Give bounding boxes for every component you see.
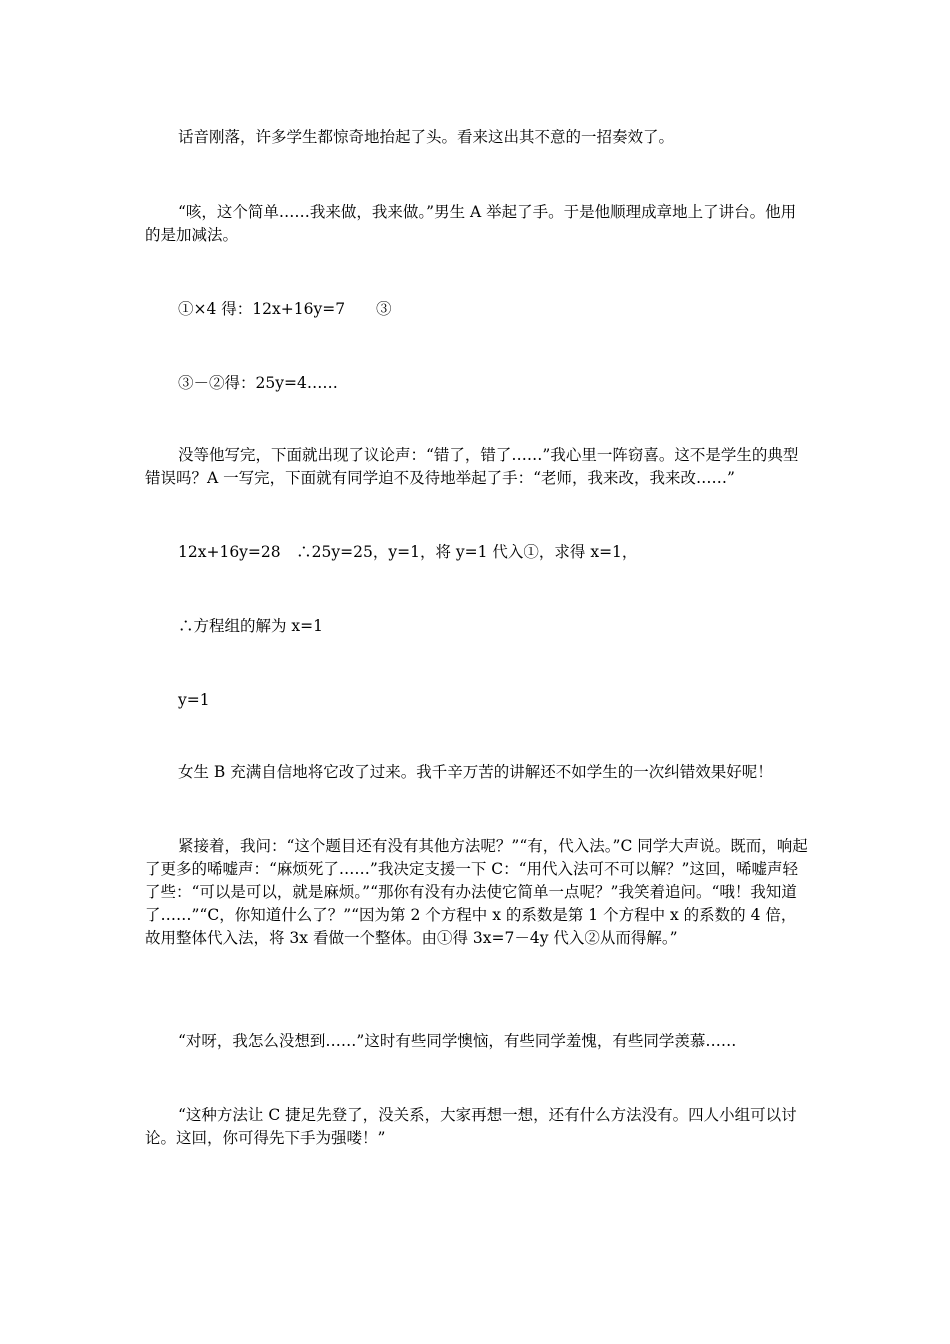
equation-line-1: ①×4 得：12x+16y=7 ③ <box>178 300 392 318</box>
paragraph-1: 话音刚落，许多学生都惊奇地抬起了头。看来这出其不意的一招奏效了。 <box>178 128 675 146</box>
paragraph-7: “这种方法让 C 捷足先登了，没关系，大家再想一想，还有什么方法没有。四人小组可以讨论。这回，你可得先下手为强喽！” <box>145 1106 797 1147</box>
paragraph-6: “对呀，我怎么没想到……”这时有些同学懊恼，有些同学羞愧，有些同学羡慕…… <box>178 1032 737 1050</box>
equation-line-4: ∴方程组的解为 x=1 <box>178 617 324 635</box>
paragraph-3: 没等他写完，下面就出现了议论声：“错了，错了……”我心里一阵窃喜。这不是学生的典型错误吗？A 一写完，下面就有同学迫不及待地举起了手：“老师，我来改，我来改……” <box>145 446 799 487</box>
equation-line-3: 12x+16y=28 ∴25y=25，y=1，将 y=1 代入①，求得 x=1， <box>178 543 638 561</box>
equation-line-5: y=1 <box>178 691 210 709</box>
paragraph-4: 女生 B 充满自信地将它改了过来。我千辛万苦的讲解还不如学生的一次纠错效果好呢！ <box>178 763 773 781</box>
equation-line-2: ③－②得：25y=4…… <box>178 374 338 392</box>
paragraph-2: “咳，这个简单……我来做，我来做。”男生 A 举起了手。于是他顺理成章地上了讲台。他用的是加减法。 <box>145 203 797 244</box>
paragraph-5: 紧接着，我问：“这个题目还有没有其他方法呢？”“有，代入法。”C 同学大声说。既而，响起了更多的唏嘘声：“麻烦死了……”我决定支援一下 C：“用代入法可不可以解？”这回，唏嘘声轻了些：“可以是可以，就是麻烦。”“那你有没有办法使它简单一点呢？”我笑着追问。“哦！我知道了……”“C，你知道什么了？”“因为第 2 个方程中 x 的系数是第 1 个方程中 x 的系数的 4 倍，故用整体代入法，将 3x 看做一个整体。由①得 3x=7－4y 代入②从而得解。” <box>145 837 808 947</box>
